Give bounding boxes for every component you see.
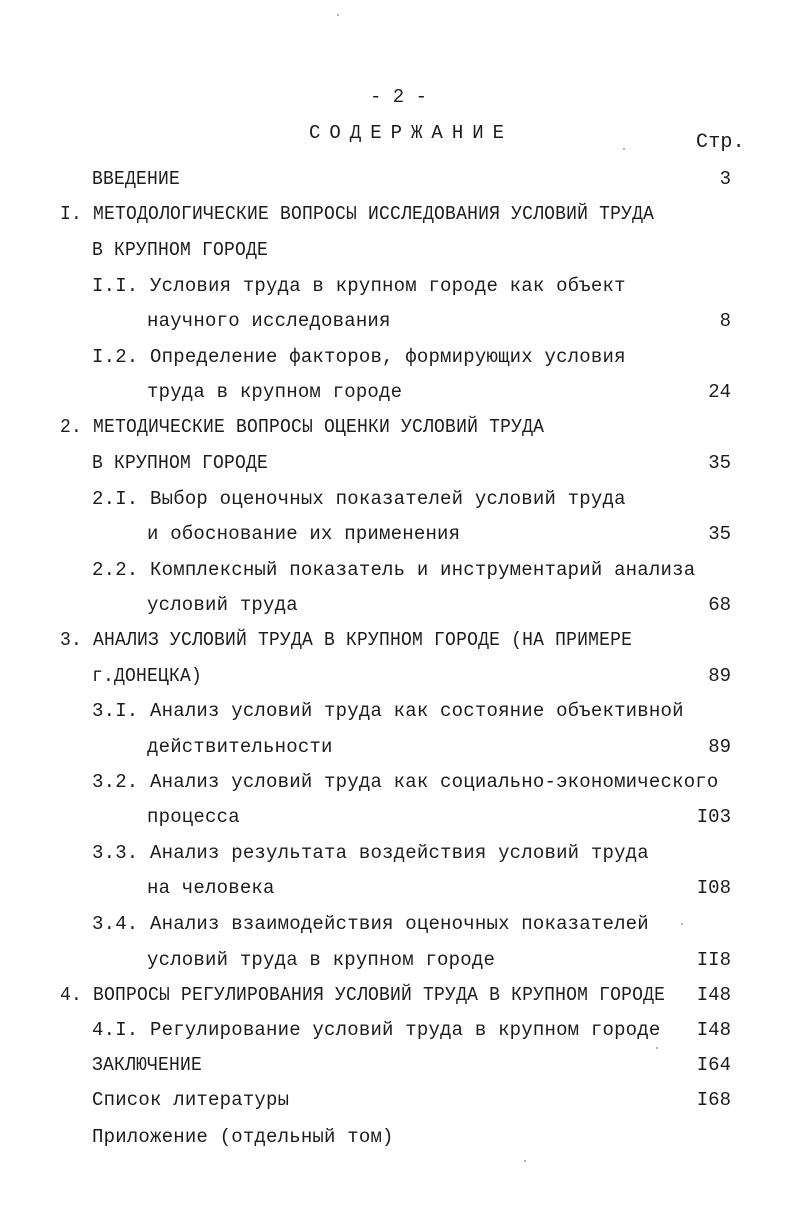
toc-entry-page: 89 [708, 736, 731, 758]
toc-entry-page: 35 [708, 523, 731, 545]
page-number: - 2 - [369, 86, 427, 108]
toc-entry-title-line: 3. АНАЛИЗ УСЛОВИЙ ТРУДА В КРУПНОМ ГОРОДЕ (НА ПРИМЕРЕ [60, 630, 633, 652]
toc-entry-title-line: 4. ВОПРОСЫ РЕГУЛИРОВАНИЯ УСЛОВИЙ ТРУДА В КРУПНОМ ГОРОДЕ [60, 985, 666, 1007]
toc-entry-page: 68 [708, 594, 731, 616]
toc-entry-page: I03 [696, 806, 731, 828]
toc-entry-page: 35 [708, 452, 731, 474]
toc-entry-title-line: Список литературы [92, 1089, 290, 1111]
toc-entry-page: 8 [719, 310, 731, 332]
toc-entry-title-line: 3.2. Анализ условий труда как социально-экономического [92, 771, 719, 793]
toc-entry-page: II8 [696, 949, 731, 971]
toc-entry-title-line: 2.2. Комплексный показатель и инструментарий анализа [92, 559, 696, 581]
toc-entry-title-line: процесса [147, 806, 240, 828]
toc-entry-page: I48 [696, 984, 731, 1006]
toc-entry-page: 24 [708, 381, 731, 403]
toc-entry-title-line: Приложение (отдельный том) [92, 1126, 394, 1148]
toc-entry-title-line: ЗАКЛЮЧЕНИЕ [92, 1055, 203, 1077]
page-title: СОДЕРЖАНИЕ [309, 122, 514, 144]
scan-speck [337, 14, 339, 16]
toc-entry-title-line: I.2. Определение факторов, формирующих условия [92, 346, 626, 368]
toc-entry-title-line: В КРУПНОМ ГОРОДЕ [92, 240, 269, 262]
toc-entry-page: I48 [696, 1019, 731, 1041]
toc-entry-title-line: 2.I. Выбор оценочных показателей условий труда [92, 488, 626, 510]
scan-speck [623, 148, 625, 150]
toc-entry-title-line: 4.I. Регулирование условий труда в крупном городе [92, 1019, 661, 1041]
toc-entry-title-line: I.I. Условия труда в крупном городе как объект [92, 275, 626, 297]
scan-speck [524, 1160, 526, 1162]
page-column-label: Стр. [696, 131, 745, 154]
toc-entry-page: I64 [696, 1054, 731, 1076]
toc-entry-title-line: условий труда в крупном городе [147, 949, 496, 971]
toc-entry-title-line: ВВЕДЕНИЕ [92, 169, 181, 191]
toc-entry-title-line: действительности [147, 736, 333, 758]
toc-entry-title-line: I. МЕТОДОЛОГИЧЕСКИЕ ВОПРОСЫ ИССЛЕДОВАНИЯ УСЛОВИЙ ТРУДА [60, 204, 655, 226]
toc-entry-title-line: 3.4. Анализ взаимодействия оценочных показателей [92, 913, 649, 935]
toc-entry-page: 89 [708, 665, 731, 687]
toc-entry-page: 3 [719, 168, 731, 190]
toc-entry-title-line: научного исследования [147, 310, 391, 332]
toc-entry-title-line: 3.I. Анализ условий труда как состояние объективной [92, 700, 684, 722]
scan-speck [656, 1047, 658, 1049]
toc-entry-title-line: условий труда [147, 594, 298, 616]
scan-speck [681, 923, 683, 925]
toc-entry-title-line: В КРУПНОМ ГОРОДЕ [92, 453, 269, 475]
toc-entry-title-line: и обоснование их применения [147, 523, 461, 545]
toc-entry-title-line: г.ДОНЕЦКА) [92, 666, 203, 688]
toc-entry-title-line: 2. МЕТОДИЧЕСКИЕ ВОПРОСЫ ОЦЕНКИ УСЛОВИЙ ТРУДА [60, 417, 545, 439]
toc-entry-page: I08 [696, 877, 731, 899]
toc-entry-title-line: 3.3. Анализ результата воздействия условий труда [92, 842, 649, 864]
toc-entry-page: I68 [696, 1089, 731, 1111]
toc-entry-title-line: на человека [147, 877, 275, 899]
toc-entry-title-line: труда в крупном городе [147, 381, 403, 403]
